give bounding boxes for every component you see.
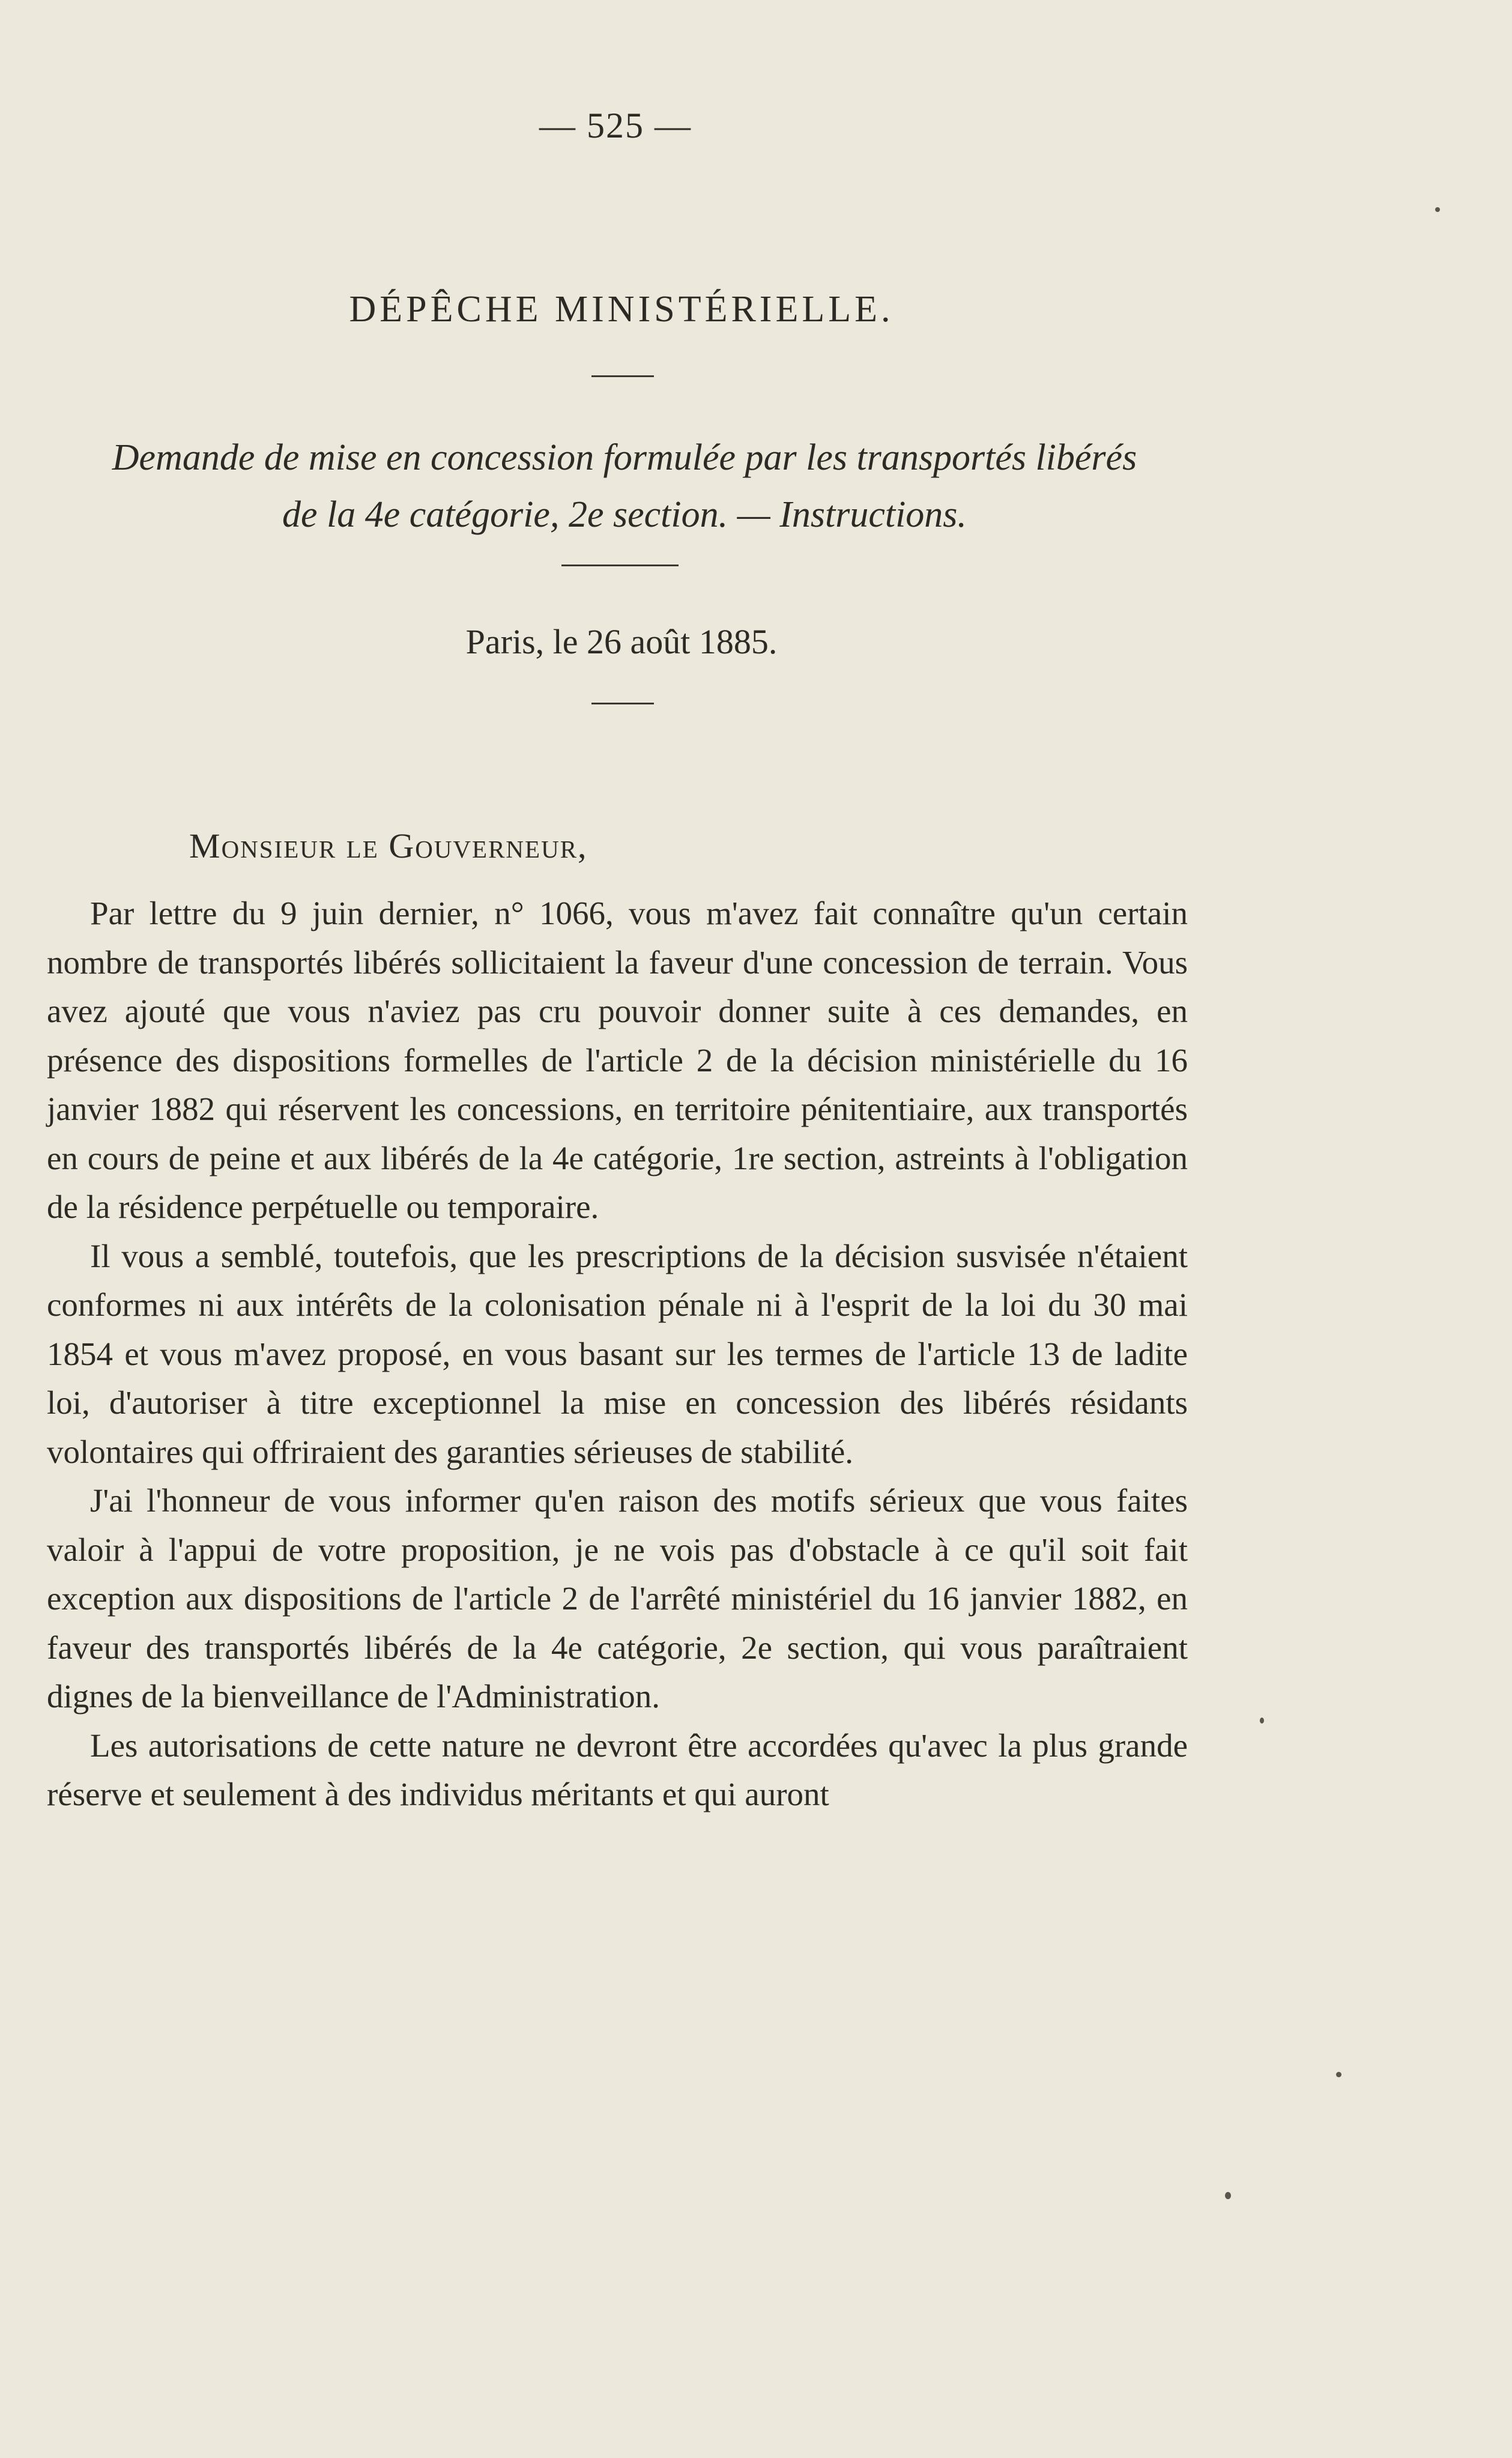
salutation: Monsieur le Gouverneur, bbox=[189, 826, 588, 865]
paragraph: Il vous a semblé, toutefois, que les prescriptions de la décision susvisée n'étaient conformes ni aux intérêts de la colonisation pénale ni à l'esprit de la loi du 30 mai 1854 et vous m'avez proposé, en vous basant sur les termes de l'article 13 de ladite loi, d'autoriser à titre exceptionnel la mise en concession des libérés résidants volontaires qui offriraient des garanties sérieuses de stabilité. bbox=[47, 1237, 1188, 1470]
subtitle-line-2: de la 4e catégorie, 2e section. — Instructions. bbox=[282, 494, 967, 535]
paragraph: Par lettre du 9 juin dernier, n° 1066, vous m'avez fait connaître qu'un certain nombre de transportés libérés sollicitaient la faveur d'une concession de terrain. Vous avez ajouté que vous n'aviez pas cru pouvoir donner suite à ces demandes, en présence des dispositions formelles de l'article 2 de la décision ministérielle du 16 janvier 1882 qui réservent les concessions, en territoire pénitentiaire, aux transportés en cours de peine et aux libérés de la 4e catégorie, 1re section, astreints à l'obligation de la résidence perpétuelle ou temporaire. bbox=[47, 895, 1188, 1225]
paper-speck bbox=[1336, 2072, 1341, 2077]
divider-rule bbox=[591, 703, 654, 704]
paper-speck bbox=[1260, 1718, 1264, 1724]
paper-speck bbox=[1435, 207, 1440, 212]
paragraph: Les autorisations de cette nature ne devront être accordées qu'avec la plus grande réserve et seulement à des individus méritants et qui auront bbox=[47, 1727, 1188, 1812]
page-number: — 525 — bbox=[539, 106, 692, 145]
dateline: Paris, le 26 août 1885. bbox=[465, 622, 778, 661]
divider-rule bbox=[591, 375, 654, 377]
paper-speck bbox=[1225, 2192, 1231, 2199]
divider-rule bbox=[561, 565, 679, 566]
page-title: DÉPÊCHE MINISTÉRIELLE. bbox=[349, 289, 894, 330]
paragraph: J'ai l'honneur de vous informer qu'en raison des motifs sérieux que vous faites valoir à l'appui de votre proposition, je ne vois pas d'obstacle à ce qu'il soit fait exception aux dispositions de l'article 2 de l'arrêté ministériel du 16 janvier 1882, en faveur des transportés libérés de la 4e catégorie, 2e section, qui vous paraîtraient dignes de la bienveillance de l'Administration. bbox=[47, 1482, 1188, 1715]
subtitle-line-1: Demande de mise en concession formulée par les transportés libérés bbox=[112, 437, 1137, 478]
letter-body bbox=[47, 889, 1188, 1819]
subtitle bbox=[90, 429, 1159, 543]
